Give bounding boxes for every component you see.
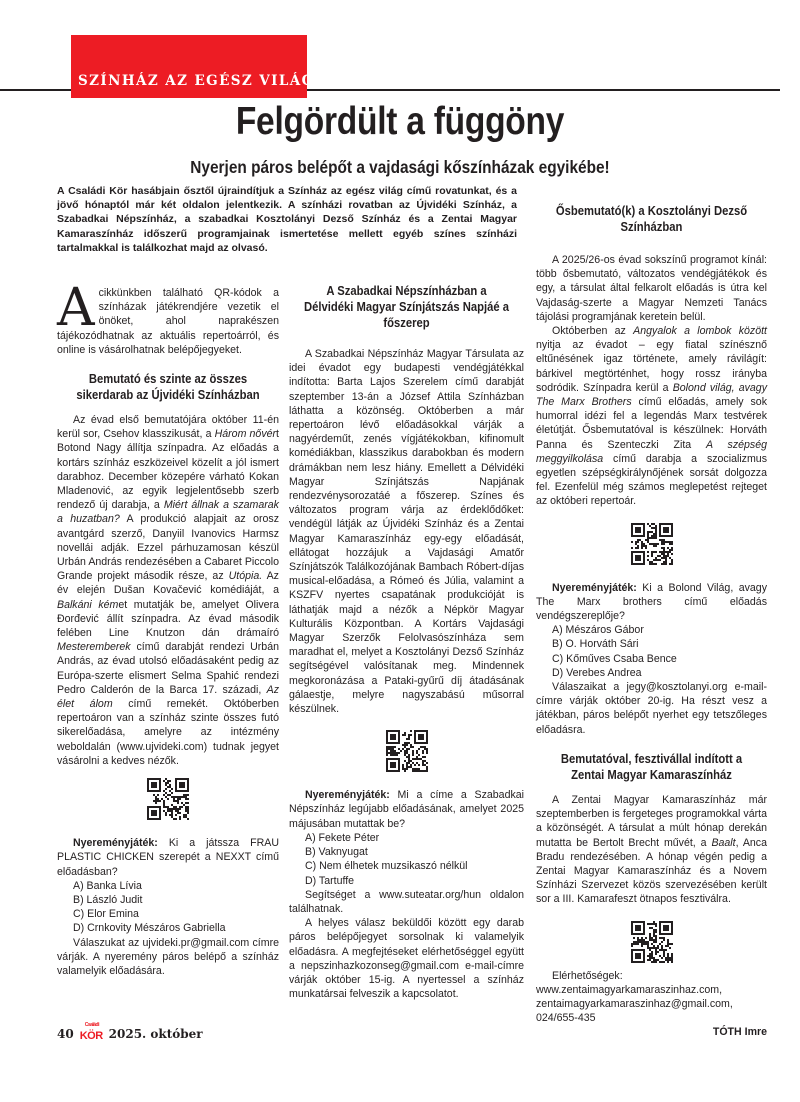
quiz-option: D) Verebes Andrea — [552, 666, 642, 679]
article-body: A Zentai Magyar Kamaraszínház már szeptemberben is fergeteges programokkal várta a közönségét. A társulat a múlt hónap derekán mutatta be Bertolt Brecht művét, a Baalt, Anca Bradu rendezésében. A hónap végén pedig a Zentai Magyar Kamaraszínház és a Novem Színházi Szervezet közös szervezésében került sor a III. Kamarafeszt ötnapos fesztiválra. — [536, 793, 767, 906]
quiz-option: C) Elor Emina — [73, 908, 139, 921]
qr-code-icon[interactable] — [386, 730, 428, 772]
page-subtitle: Nyerjen páros belépőt a vajdasági kőszínházak egyikébe! — [190, 157, 610, 177]
answer-note: Válaszukat az ujvideki.pr@gmail.com címre várják. A nyeremény páros belépő a színház valamelyik előadására. — [57, 936, 279, 977]
quiz-option: D) Crnkovity Mészáros Gabriella — [73, 922, 226, 935]
quiz-question-text: Mi a címe a Szabadkai Népszínház legújabb előadásának, amelyet 2025 májusában mutattak be? — [289, 789, 524, 830]
column-ujvideki — [57, 278, 279, 978]
quiz-option: B) O. Horváth Sári — [552, 638, 639, 651]
column-nepszinhaz — [289, 283, 524, 1001]
answer-note: A helyes válasz beküldői között egy darab páros belépőjegyet sorsolnak ki valamelyik előadásra. A megfejtéseket elérhetőséggel együtt a nepszinhazkozonseg@gmail.com e-mail-címre várják október 15-ig. A nyertessel a színház munkatársai felveszik a kapcsolatot. — [289, 917, 524, 1001]
contacts: Elérhetőségek: www.zentaimagyarkamaraszinhaz.com, zentaimagyarkamaraszinhaz@gmail.com, 024/655-435 — [536, 969, 733, 1025]
italic-title: Mesteremberek — [57, 641, 131, 654]
byline: TÓTH Imre — [712, 1026, 767, 1039]
quiz-option: B) László Judit — [73, 893, 143, 906]
italic-title: Három nővér — [214, 428, 277, 441]
quiz-options — [57, 879, 279, 936]
quiz-options — [536, 623, 767, 680]
italic-title: Miért állnak a szamarak a huzatban? — [57, 499, 279, 526]
quiz-option: A) Banka Lívia — [73, 879, 142, 892]
quiz-option: A) Fekete Péter — [305, 831, 380, 844]
italic-title: Utópia. — [228, 570, 263, 583]
quiz-option: A) Mészáros Gábor — [552, 624, 644, 637]
italic-title: A szépség meggyilkolása — [536, 438, 767, 465]
issue-date: 2025. október — [108, 1027, 203, 1041]
quiz-label: Nyereményjáték: — [305, 789, 390, 802]
answer-note: Válaszaikat a jegy@kosztolanyi.org e-mail-címre várják október 20-ig. Ha részt vesz a játékban, páros belépőt nyerhet egy tetszőleges előadásra. — [536, 681, 767, 736]
quiz-option: C) Kőműves Csaba Bence — [552, 652, 677, 665]
italic-title: Bolond világ, avagy The Marx Brothers — [536, 381, 767, 409]
qr-code-icon[interactable] — [147, 778, 189, 820]
article-body: A Szabadkai Népszínház Magyar Társulata az idei évadot egy budapesti vendégjátékkal indította: Barta Lajos Szerelem című darabját szeptember 13-án a József Attila Színházban láthatta a közönség. Októberben a már repertoáron lévő előadásokkal várják a nagyérdeműt, zenés vígjátékokban, kifinomult komédiákban, klasszikus darabokban és modern drámákban nem lesz hiány. Emellett a Délvidéki Magyar Színjátszás Napjának rendezvénysorozatáé a főszerep. Színes és változatos program várja az érdeklődőket: vendégül látják az Újvidéki Színház és a Zentai Magyar Kamaraszínház egy-egy előadását, ellátogat hozzájuk a Vajdasági Amatőr Színjátszók Találkozójának Bambach Róbert-díjas musical-előadása, a Rómeó és Júlia, valamint a KSZFV nyertes csapatának produkcióját is láthatják majd a nézők a Népkör Magyar Kulturális Központban. A Kortárs Vajdasági Magyar Szerzők Felolvasószínháza sem maradhat el, melyet a Kosztolányi Dezső Színház segítségével valósítanak meg. Mindennek megkoronázása a Pataki-gyűrű díj átadásának gálaestje, melyre nagyszabású műsorral készülnek. — [289, 348, 524, 716]
column-kosztolanyi — [536, 203, 767, 1040]
quiz-label: Nyereményjáték: — [552, 581, 637, 594]
magazine-logo — [79, 1022, 103, 1042]
article-body: A 2025/26-os évad sokszínű programot kínál: több ősbemutató, változatos vendégjátékok és egy, a társulat által felkarolt előadás is útra kel Vajdaság-szerte a Magyar Nemzeti Tanács tájolási programjának keretein belül. — [536, 254, 767, 323]
qr-code-icon[interactable] — [631, 921, 673, 963]
page-footer — [57, 1022, 203, 1042]
dropcap: A — [57, 278, 95, 338]
quiz-question — [536, 581, 767, 624]
italic-title: Angyalok a lombok között — [633, 325, 767, 338]
section-heading: Ősbemutató(k) a Kosztolányi Dezső Színházban — [555, 204, 748, 234]
italic-title: Baalt — [711, 836, 736, 849]
quiz-question — [57, 836, 279, 879]
page-number: 40 — [57, 1027, 74, 1041]
intro — [57, 278, 279, 357]
italic-title: Az élet álom — [57, 683, 279, 711]
quiz-question-text: Ki a játssza FRAU PLASTIC CHICKEN szerepét a NEXXT című előadásban? — [57, 837, 279, 878]
section-label: SZÍNHÁZ AZ EGÉSZ VILÁG — [78, 73, 315, 89]
page-title: Felgördült a függöny — [235, 100, 565, 143]
quiz-option: C) Nem élhetek muzsikaszó nélkül — [305, 860, 468, 873]
quiz-option: D) Tartuffe — [305, 874, 355, 887]
quiz-option: B) Vaknyugat — [305, 846, 368, 859]
lead-paragraph: A Családi Kör hasábjain ősztől újraindítjuk a Színház az egész világ című rovatunkat, és a jövő hónaptól már két oldalon jelentkezik. A színházi rovatban az Újvidéki Színház, a Szabadkai Népszínház, a szabadkai Kosztolányi Dezső Színház és a Zentai Magyar Kamaraszínház időszerű programjainak ismertetése mellett egyéb színes színházi tartalmakkal is találkozhat majd az olvasó. — [57, 185, 517, 254]
logo-top-text: Családi — [84, 1022, 99, 1028]
qr-code-icon[interactable] — [631, 523, 673, 565]
help-note: Segítséget a www.suteatar.org/hun oldalon találhatnak. — [289, 888, 524, 915]
intro-text: cikkünkben található QR-kódok a színházak játékrendjére vezetik el önöket, ahol naprakészen tájékozódhatnak az aktuális repertoárról, és online is vásárolhatnak belépőjegyeket. — [57, 287, 279, 356]
section-heading: Bemutató és szinte az összes sikerdarab az Újvidéki Színházban — [76, 372, 260, 403]
quiz-question-text: Ki a Bolond Világ, avagy The Marx brothers című előadás vendégszereplője? — [536, 581, 767, 623]
article-body: Októberben az Angyalok a lombok között nyitja az évadot – egy fiatal színésznő eltűnésének igaz története, amely rávilágít: bárkivel megtörténhet, hogy rossz irányba sodródik. Színpadra kerül a Bolond világ, avagy The Marx Brothers című előadás, amely sok humorral idézi fel a legendás Marx testvérek életútját. Ősbemutatóval is készülnek: Horváth Panna és Szenteczki Zita A szépség meggyilkolása című darabja a szocializmus egyetlen szépségkirálynőjének sorsát dolgozza fel. Ezenfelül még számos meglepetést rejteget az októberi repertoár. — [536, 325, 767, 508]
italic-title: Balkáni kém — [57, 598, 119, 611]
article-body: Az évad első bemutatójára október 11-én kerül sor, Csehov klasszikusát, a Három nővért Botond Nagy állítja színpadra. Az előadás a kortárs színház eszközeivel közelít a jól ismert darabhoz. December közepére várható Kokan Mladenović, az egyik legjelentősebb szerb rendező új darabja, a Miért állnak a szamarak a huzatban? A produkció alapjait az orosz avantgárd szerző, Danyiil Ivanovics Harmsz novellái adják. Ezzel párhuzamosan készül Urbán András rendezésében a Cabaret Piccolo Grande projekt második része, az Utópia. Az év elején Dušan Kovačević komédiáját, a Balkáni kémet mutatják be, amelyet Olivera Đorđević állít színpadra. Az évad második felében Line Knutzon dán drámaíró Mesteremberek című darabját rendezi Urbán András, az évad utolsó előadásaként pedig az Európa-szerte elismert Selma Spahić rendezi Pedro Calderón de la Barca 17. századi, Az élet álom című remekét. Októberben repertoáron van a színház szinte összes futó sikerelőadása, amelyre az intézmény weboldalán (www.ujvideki.com) tudnak jegyet vásárolni a kedves nézők. — [57, 414, 279, 767]
section-heading: A Szabadkai Népszínházban a Délvidéki Magyar Színjátszás Napjáé a főszerep — [303, 284, 510, 330]
quiz-label: Nyereményjáték: — [73, 837, 158, 850]
logo-text: KÖR — [79, 1030, 103, 1042]
section-heading: Bemutatóval, fesztivállal indított a Zentai Magyar Kamaraszínház — [560, 751, 743, 782]
quiz-options — [289, 831, 524, 888]
header-rule — [307, 89, 780, 91]
quiz-question — [289, 788, 524, 831]
header-rule-left — [0, 89, 71, 91]
